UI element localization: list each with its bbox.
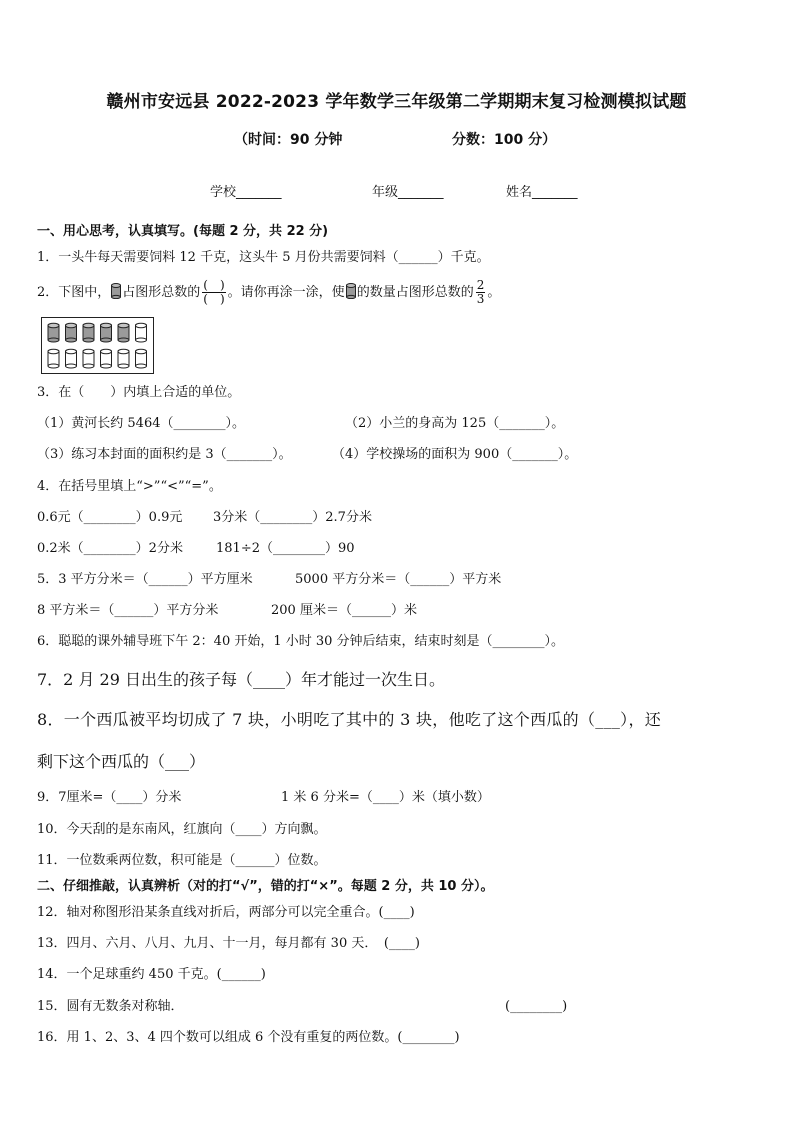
question-15-blank[interactable]: (________)	[505, 999, 568, 1014]
question-7: 7．2 月 29 日出生的孩子每（____）年才能过一次生日。	[37, 670, 445, 689]
target-fraction: $\frac{2}{3}$	[476, 278, 485, 306]
question-8-line2: 剩下这个西瓜的（___）	[37, 752, 206, 771]
question-4-1: 0.6元（________）0.9元	[37, 510, 183, 525]
question-9-2: 1 米 6 分米=（____）米（填小数）	[281, 790, 490, 805]
blank-cylinder	[83, 349, 94, 368]
name-field: 姓名_______	[506, 185, 578, 200]
question-5-2: 5000 平方分米＝（______）平方米	[295, 572, 502, 587]
school-field: 学校_______	[210, 185, 282, 200]
q2-text-5: 。	[487, 285, 501, 300]
shaded-cylinder	[66, 323, 77, 342]
exam-score: 分数：100 分）	[452, 132, 557, 148]
section1-heading: 一、用心思考，认真填写。(每题 2 分，共 22 分)	[37, 224, 329, 239]
shaded-cylinder-icon	[346, 283, 356, 299]
question-5-1: 5．3 平方分米＝（______）平方厘米	[37, 572, 253, 587]
exam-title: 赣州市安远县 2022-2023 学年数学三年级第二学期期末复习检测模拟试题	[106, 92, 687, 112]
shaded-cylinder-icon	[111, 283, 121, 299]
blank-cylinder	[118, 349, 129, 368]
shaded-cylinder	[48, 323, 59, 342]
blank-cylinder	[136, 323, 147, 342]
question-12: 12．轴对称图形沿某条直线对折后，两部分可以完全重合。(____)	[37, 905, 415, 920]
question-3-4: （4）学校操场的面积为 900（_______）。	[332, 447, 578, 462]
cylinder-figure	[41, 317, 154, 374]
section2-heading: 二、仔细推敲，认真辨析（对的打“√”，错的打“×”。每题 2 分，共 10 分）。	[37, 879, 494, 894]
blank-cylinder	[136, 349, 147, 368]
question-4-3: 0.2米（________）2分米	[37, 541, 183, 556]
question-13: 13．四月、六月、八月、九月、十一月，每月都有 30 天． (____)	[37, 936, 420, 951]
grade-field: 年级_______	[372, 185, 444, 200]
shaded-cylinder	[101, 323, 112, 342]
question-10: 10．今天刮的是东南风，红旗向（____）方向飘。	[37, 822, 327, 837]
question-11: 11．一位数乘两位数，积可能是（______）位数。	[37, 853, 327, 868]
question-4-4: 181÷2（________）90	[216, 541, 355, 556]
question-16: 16．用 1、2、3、4 四个数可以组成 6 个没有重复的两位数。(________)	[37, 1030, 460, 1045]
q2-text-4: 的数量占图形总数的	[356, 285, 474, 300]
q2-text-3: 。请你再涂一涂，使	[227, 285, 345, 300]
question-3-3: （3）练习本封面的面积约是 3（_______）。	[37, 447, 292, 462]
question-1: 1．一头牛每天需要饲料 12 千克，这头牛 5 月份共需要饲料（______）千克。	[37, 250, 490, 265]
question-4: 4．在括号里填上“>”“<”“=”。	[37, 479, 222, 494]
q2-text-1: 2．下图中，	[37, 285, 111, 300]
question-4-2: 3分米（________）2.7分米	[213, 510, 372, 525]
exam-time: （时间：90 分钟	[234, 132, 343, 148]
blank-fraction[interactable]: $\frac{( )}{( )}$	[203, 278, 225, 306]
question-14: 14．一个足球重约 450 千克。(______)	[37, 967, 266, 982]
question-15: 15．圆有无数条对称轴．	[37, 999, 184, 1014]
blank-cylinder	[101, 349, 112, 368]
question-8-line1: 8．一个西瓜被平均切成了 7 块，小明吃了其中的 3 块，他吃了这个西瓜的（___），还	[37, 710, 662, 729]
question-5-3: 8 平方米＝（______）平方分米	[37, 603, 219, 618]
question-5-4: 200 厘米＝（______）米	[271, 603, 417, 618]
question-2	[37, 278, 500, 308]
question-3-2: （2）小兰的身高为 125（_______）。	[345, 416, 565, 431]
question-6: 6．聪聪的课外辅导班下午 2：40 开始，1 小时 30 分钟后结束，结束时刻是（________）。	[37, 634, 565, 649]
cylinder-grid	[42, 318, 153, 373]
shaded-cylinder	[83, 323, 94, 342]
q2-text-2: 占图形总数的	[122, 285, 201, 300]
question-9-1: 9．7厘米=（____）分米	[37, 790, 182, 805]
blank-cylinder	[48, 349, 59, 368]
shaded-cylinder	[118, 323, 129, 342]
question-3-1: （1）黄河长约 5464（________）。	[37, 416, 245, 431]
question-3: 3．在（ ）内填上合适的单位。	[37, 385, 241, 400]
blank-cylinder	[66, 349, 77, 368]
